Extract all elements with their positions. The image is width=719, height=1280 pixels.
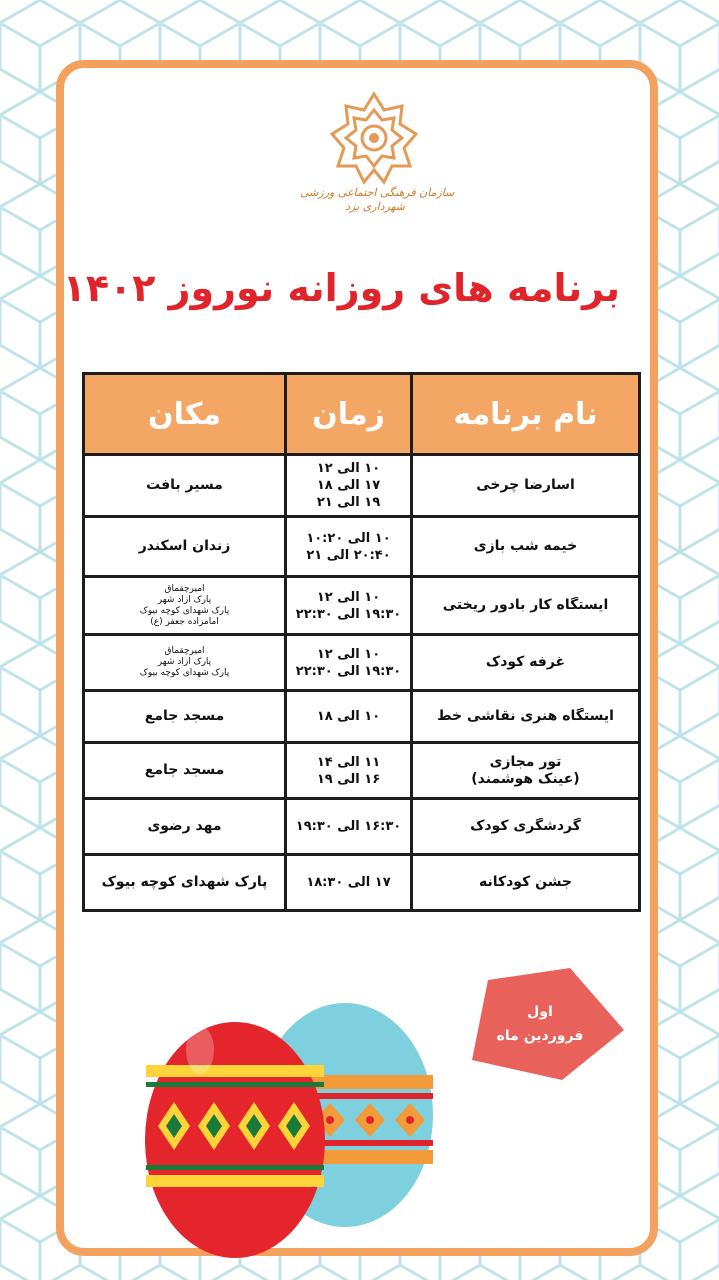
cell-program-name-line: خیمه شب بازی — [473, 538, 578, 554]
cell-time-line: ۱۹:۳۰ الی ۲۲:۳۰ — [295, 663, 402, 679]
cell-time — [286, 577, 412, 635]
cell-time-line: ۱۹ الی ۲۱ — [316, 495, 381, 510]
cell-place — [84, 799, 286, 855]
table-row — [84, 743, 640, 799]
header-time: زمان — [286, 374, 412, 455]
header-program-name: نام برنامه — [412, 374, 640, 455]
cell-program-name-line: گردشگری کودک — [470, 818, 581, 834]
cell-time-line: ۱۰ الی ۱۲ — [316, 461, 381, 476]
header-place: مکان — [84, 374, 286, 455]
cell-program-name-line: اسارضا چرخی — [476, 477, 575, 493]
red-egg-icon — [145, 1022, 325, 1258]
cell-time — [286, 743, 412, 799]
cell-program-name — [412, 691, 640, 743]
cell-time-line: ۱۰ الی ۱۲ — [316, 646, 381, 662]
organization-logo-icon — [326, 90, 422, 186]
cell-time-line: ۱۱ الی ۱۴ — [316, 754, 381, 770]
cell-place — [84, 691, 286, 743]
cell-time-line: ۱۷ الی ۱۸:۳۰ — [306, 875, 391, 890]
organization-name-line1: سازمان فرهنگی اجتماعی ورزشی — [300, 186, 455, 199]
cell-program-name-line: (عینک هوشمند) — [471, 770, 580, 787]
cell-program-name-line: غرفه کودک — [485, 654, 566, 670]
cell-time — [286, 455, 412, 517]
cell-place-line: پارک شهدای کوچه بیوک — [101, 874, 268, 890]
page-title: برنامه های روزانه نوروز ۱۴۰۲ — [62, 266, 620, 310]
cell-place-line: مسجد جامع — [144, 708, 225, 724]
cell-program-name — [412, 635, 640, 691]
cell-program-name-line: جشن کودکانه — [478, 874, 573, 890]
cell-program-name — [412, 577, 640, 635]
cell-program-name — [412, 743, 640, 799]
cell-time — [286, 799, 412, 855]
cell-place-line: امیرچقماق — [164, 646, 205, 656]
cell-time-line: ۲۰:۴۰ الی ۲۱ — [306, 547, 391, 563]
cell-time-line: ۱۰ الی ۱۸ — [316, 709, 381, 724]
cell-time-line: ۱۰ الی ۱۲ — [316, 589, 381, 605]
cell-program-name-line: ایستگاه کار بادور ریختی — [442, 597, 609, 613]
table-row — [84, 799, 640, 855]
date-badge — [470, 1000, 610, 1048]
organization-name — [300, 186, 455, 214]
cell-program-name — [412, 455, 640, 517]
cell-place — [84, 577, 286, 635]
cell-program-name-line: ایستگاه هنری نقاشی خط — [437, 708, 614, 724]
cell-time — [286, 691, 412, 743]
cell-time-line: ۱۰ الی ۱۰:۲۰ — [306, 530, 391, 546]
cell-time-line: ۱۷ الی ۱۸ — [316, 478, 381, 493]
cell-place — [84, 455, 286, 517]
cell-place-line: پارک شهدای کوچه بیوک — [139, 668, 230, 678]
table-row — [84, 517, 640, 577]
table-row — [84, 577, 640, 635]
cell-place-line: پارک آزاد شهر — [157, 594, 212, 605]
cell-place-line: امامزاده جعفر (ع) — [150, 616, 219, 627]
table-header-row — [84, 374, 640, 455]
cell-place-line: پارک آزاد شهر — [157, 657, 212, 667]
cell-place — [84, 517, 286, 577]
cell-time-line: ۱۶:۳۰ الی ۱۹:۳۰ — [295, 819, 402, 834]
date-badge-line1: اول — [527, 1004, 553, 1020]
cell-program-name-line: تور مجازی — [489, 753, 562, 770]
easter-eggs-illustration — [140, 990, 450, 1260]
cell-place-line: امیرچقماق — [164, 583, 205, 594]
cell-time — [286, 517, 412, 577]
table-row — [84, 455, 640, 517]
cell-program-name — [412, 855, 640, 911]
cell-place-line: مسیر بافت — [146, 477, 223, 493]
cell-place-line: مهد رضوی — [147, 818, 222, 834]
cell-place-line: مسجد جامع — [144, 762, 225, 778]
table-row — [84, 635, 640, 691]
cell-time — [286, 635, 412, 691]
cell-time — [286, 855, 412, 911]
cell-place — [84, 743, 286, 799]
cell-program-name — [412, 799, 640, 855]
organization-name-line2: شهرداری یزد — [345, 200, 405, 213]
cell-time-line: ۱۹:۳۰ الی ۲۲:۳۰ — [295, 606, 402, 622]
cell-place — [84, 855, 286, 911]
cell-program-name — [412, 517, 640, 577]
table-row — [84, 691, 640, 743]
cell-time-line: ۱۶ الی ۱۹ — [316, 771, 381, 787]
date-badge-line2: فروردین ماه — [496, 1028, 584, 1044]
table-row — [84, 855, 640, 911]
schedule-table — [82, 372, 641, 912]
cell-place-line: پارک شهدای کوچه بیوک — [139, 605, 230, 616]
cell-place-line: زندان اسکندر — [138, 538, 231, 554]
cell-place — [84, 635, 286, 691]
